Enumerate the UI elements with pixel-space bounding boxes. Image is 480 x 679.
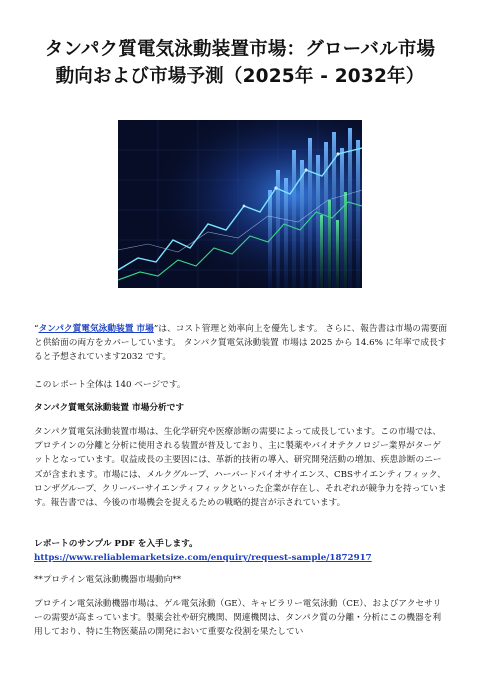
intro-text: ”は、コスト管理と効率向上を優先します。 さらに、報告書は市場の需要面と供給面の両方をカバーしています。 タンパク質電気泳動装置 市場は 2025 から 14.6% に年率で成長すると予想されています2032 です。 xyxy=(34,324,448,363)
analysis-heading: タンパク質電気泳動装置 市場分析です xyxy=(34,403,185,413)
trends-heading: **プロテイン電気泳動機器市場動向** xyxy=(34,575,182,585)
intro-paragraph xyxy=(34,322,448,365)
sample-request xyxy=(34,537,448,565)
market-report-link[interactable]: タンパク質電気泳動装置 市場 xyxy=(38,324,154,334)
pages-note: このレポート全体は 140 ページです。 xyxy=(34,380,186,390)
stock-market-chart-image xyxy=(118,120,362,288)
title-line-2: 動向および市場予測（2025年 - 2032年） xyxy=(55,66,425,87)
sample-url-link[interactable]: https://www.reliablemarketsize.com/enquiry/request-sample/1872917 xyxy=(34,553,372,564)
title-line-1: タンパク質電気泳動装置市場：グローバル市場 xyxy=(44,39,436,60)
analysis-paragraph: タンパク質電気泳動装置市場は、生化学研究や医療診断の需要によって成長しています。この市場では、プロテインの分離と分析に使用される装置が普及しており、主に製薬やバイオテクノロジー業界がターゲットとなっています。収益成長の主要因には、革新的技術の導入、研究開発活動の増加、疾患診断のニーズが含まれます。市場には、メルクグループ、ハーバードバイオサイエンス、CBSサイエンティフィック、ロンザグループ、クリーバーサイエンティフィックといった企業が存在し、それぞれが競争力を持っています。報告書では、今後の市場機会を捉えるための戦略的提言が示されています。 xyxy=(34,427,447,509)
page-title xyxy=(30,36,450,90)
sample-label: レポートのサンプル PDF を入手します。 xyxy=(34,539,198,549)
open-quote: “ xyxy=(34,324,39,334)
trends-paragraph: プロテイン電気泳動機器市場は、ゲル電気泳動（GE）、キャピラリー電気泳動（CE）、およびアクセサリーの需要が高まっています。製薬会社や研究機関、関連機関は、タンパク質の分離・分析にこの機器を利用しており、特に生物医薬品の開発において重要な役割を果たしてい xyxy=(34,599,442,638)
